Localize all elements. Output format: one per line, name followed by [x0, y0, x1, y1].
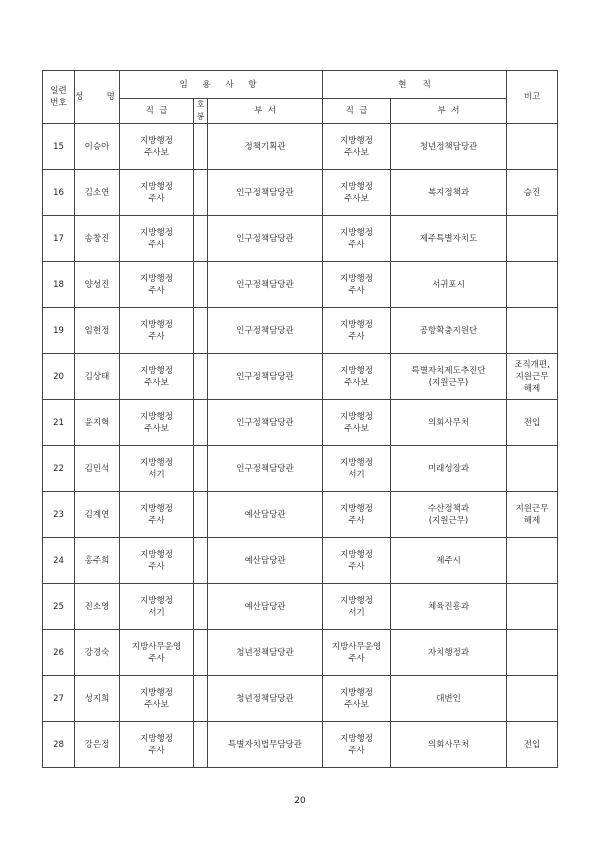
current-rank-cell: 지방행정 주사보 — [323, 676, 391, 722]
appointment-table — [42, 70, 558, 768]
current-department-cell: 체육진흥과 — [391, 584, 507, 630]
remarks-cell — [507, 446, 558, 492]
table-row — [43, 400, 558, 446]
remarks-cell — [507, 262, 558, 308]
appointed-rank-cell: 지방행정 주사 — [120, 262, 194, 308]
current-rank-cell: 지방행정 주사보 — [323, 400, 391, 446]
header-rank: 직 급 — [120, 99, 194, 124]
remarks-cell — [507, 308, 558, 354]
step-cell — [194, 722, 208, 768]
appointed-department-cell: 인구정책담당관 — [208, 308, 323, 354]
header-current-department: 부 서 — [391, 99, 507, 124]
table-row — [43, 538, 558, 584]
step-cell — [194, 492, 208, 538]
name-cell: 양성진 — [75, 262, 120, 308]
name-cell: 김민석 — [75, 446, 120, 492]
appointed-rank-cell: 지방행정 주사 — [120, 492, 194, 538]
current-rank-cell: 지방행정 서기 — [323, 446, 391, 492]
document-sheet — [42, 70, 558, 768]
name-cell: 성지희 — [75, 676, 120, 722]
serial-number-cell: 16 — [43, 170, 75, 216]
table-row — [43, 262, 558, 308]
step-cell — [194, 584, 208, 630]
name-cell: 김계연 — [75, 492, 120, 538]
header-remarks: 비고 — [507, 71, 558, 124]
current-rank-cell: 지방행정 주사 — [323, 538, 391, 584]
table-row — [43, 492, 558, 538]
serial-number-cell: 21 — [43, 400, 75, 446]
current-department-cell: 청년정책담당관 — [391, 124, 507, 170]
current-department-cell: 제주특별자치도 — [391, 216, 507, 262]
name-cell: 김소연 — [75, 170, 120, 216]
appointed-department-cell: 인구정책담당관 — [208, 262, 323, 308]
remarks-cell — [507, 630, 558, 676]
table-row — [43, 124, 558, 170]
name-cell: 홍주희 — [75, 538, 120, 584]
serial-number-cell: 23 — [43, 492, 75, 538]
current-department-cell: 의회사무처 — [391, 722, 507, 768]
appointed-rank-cell: 지방행정 주사 — [120, 216, 194, 262]
appointed-department-cell: 예산담당관 — [208, 492, 323, 538]
step-cell — [194, 124, 208, 170]
name-cell: 진소영 — [75, 584, 120, 630]
current-department-cell: 특별자치제도추진단 (지원근무) — [391, 354, 507, 400]
table-row — [43, 676, 558, 722]
serial-number-cell: 27 — [43, 676, 75, 722]
current-department-cell: 자치행정과 — [391, 630, 507, 676]
name-cell: 송창진 — [75, 216, 120, 262]
appointed-rank-cell: 지방행정 주사 — [120, 722, 194, 768]
table-body — [43, 124, 558, 768]
current-department-cell: 공항확충지원단 — [391, 308, 507, 354]
header-serial: 일련 번호 — [43, 71, 75, 124]
current-rank-cell: 지방행정 주사 — [323, 722, 391, 768]
current-department-cell: 복지정책과 — [391, 170, 507, 216]
appointed-rank-cell: 지방행정 주사보 — [120, 354, 194, 400]
page-number: 20 — [294, 796, 306, 806]
name-cell: 김상태 — [75, 354, 120, 400]
current-rank-cell: 지방행정 주사 — [323, 492, 391, 538]
serial-number-cell: 22 — [43, 446, 75, 492]
appointed-department-cell: 청년정책담당관 — [208, 630, 323, 676]
appointed-rank-cell: 지방행정 주사보 — [120, 400, 194, 446]
table-row — [43, 216, 558, 262]
serial-number-cell: 15 — [43, 124, 75, 170]
appointed-department-cell: 예산담당관 — [208, 584, 323, 630]
current-rank-cell: 지방사무운영 주사 — [323, 630, 391, 676]
table-row — [43, 446, 558, 492]
current-rank-cell: 지방행정 주사 — [323, 308, 391, 354]
table-row — [43, 170, 558, 216]
step-cell — [194, 262, 208, 308]
appointed-department-cell: 청년정책담당관 — [208, 676, 323, 722]
serial-number-cell: 17 — [43, 216, 75, 262]
name-cell: 강경숙 — [75, 630, 120, 676]
step-cell — [194, 216, 208, 262]
serial-number-cell: 18 — [43, 262, 75, 308]
remarks-cell — [507, 124, 558, 170]
current-department-cell: 수산정책과 (지원근무) — [391, 492, 507, 538]
appointed-rank-cell: 지방행정 서기 — [120, 446, 194, 492]
current-rank-cell: 지방행정 서기 — [323, 584, 391, 630]
header-name: 성 명 — [75, 71, 120, 124]
appointed-department-cell: 인구정책담당관 — [208, 354, 323, 400]
appointed-rank-cell: 지방행정 주사 — [120, 308, 194, 354]
appointed-rank-cell: 지방행정 주사 — [120, 170, 194, 216]
remarks-cell — [507, 538, 558, 584]
name-cell: 윤지혁 — [75, 400, 120, 446]
appointed-rank-cell: 지방행정 서기 — [120, 584, 194, 630]
serial-number-cell: 24 — [43, 538, 75, 584]
appointed-department-cell: 예산담당관 — [208, 538, 323, 584]
current-department-cell: 제주시 — [391, 538, 507, 584]
table-row — [43, 308, 558, 354]
step-cell — [194, 400, 208, 446]
appointed-rank-cell: 지방사무운영 주사 — [120, 630, 194, 676]
appointed-department-cell: 인구정책담당관 — [208, 446, 323, 492]
serial-number-cell: 28 — [43, 722, 75, 768]
step-cell — [194, 630, 208, 676]
header-current: 현 직 — [323, 71, 507, 99]
name-cell: 임현정 — [75, 308, 120, 354]
appointed-department-cell: 정책기획관 — [208, 124, 323, 170]
appointed-department-cell: 특별자치법무담당관 — [208, 722, 323, 768]
serial-number-cell: 20 — [43, 354, 75, 400]
serial-number-cell: 19 — [43, 308, 75, 354]
table-row — [43, 354, 558, 400]
current-rank-cell: 지방행정 주사보 — [323, 354, 391, 400]
serial-number-cell: 26 — [43, 630, 75, 676]
appointed-department-cell: 인구정책담당관 — [208, 216, 323, 262]
step-cell — [194, 538, 208, 584]
current-department-cell: 대변인 — [391, 676, 507, 722]
current-rank-cell: 지방행정 주사 — [323, 216, 391, 262]
current-department-cell: 서귀포시 — [391, 262, 507, 308]
name-cell: 강은정 — [75, 722, 120, 768]
header-department: 부 서 — [208, 99, 323, 124]
header-current-rank: 직 급 — [323, 99, 391, 124]
table-row — [43, 722, 558, 768]
appointed-department-cell: 인구정책담당관 — [208, 400, 323, 446]
current-department-cell: 미래성장과 — [391, 446, 507, 492]
remarks-cell — [507, 584, 558, 630]
remarks-cell: 전입 — [507, 400, 558, 446]
remarks-cell: 전입 — [507, 722, 558, 768]
table-row — [43, 630, 558, 676]
remarks-cell — [507, 216, 558, 262]
current-rank-cell: 지방행정 주사보 — [323, 124, 391, 170]
table-row — [43, 584, 558, 630]
remarks-cell: 지원근무 해제 — [507, 492, 558, 538]
appointed-rank-cell: 지방행정 주사 — [120, 538, 194, 584]
remarks-cell: 조직개편, 지원근무 해제 — [507, 354, 558, 400]
header-appointment: 임 용 사 항 — [120, 71, 323, 99]
remarks-cell: 승진 — [507, 170, 558, 216]
step-cell — [194, 170, 208, 216]
step-cell — [194, 446, 208, 492]
appointed-department-cell: 인구정책담당관 — [208, 170, 323, 216]
current-rank-cell: 지방행정 주사보 — [323, 170, 391, 216]
name-cell: 이승아 — [75, 124, 120, 170]
current-rank-cell: 지방행정 주사 — [323, 262, 391, 308]
step-cell — [194, 354, 208, 400]
step-cell — [194, 308, 208, 354]
appointed-rank-cell: 지방행정 주사보 — [120, 676, 194, 722]
remarks-cell — [507, 676, 558, 722]
current-department-cell: 의회사무처 — [391, 400, 507, 446]
serial-number-cell: 25 — [43, 584, 75, 630]
appointed-rank-cell: 지방행정 주사보 — [120, 124, 194, 170]
step-cell — [194, 676, 208, 722]
header-step: 호봉 — [194, 99, 208, 124]
